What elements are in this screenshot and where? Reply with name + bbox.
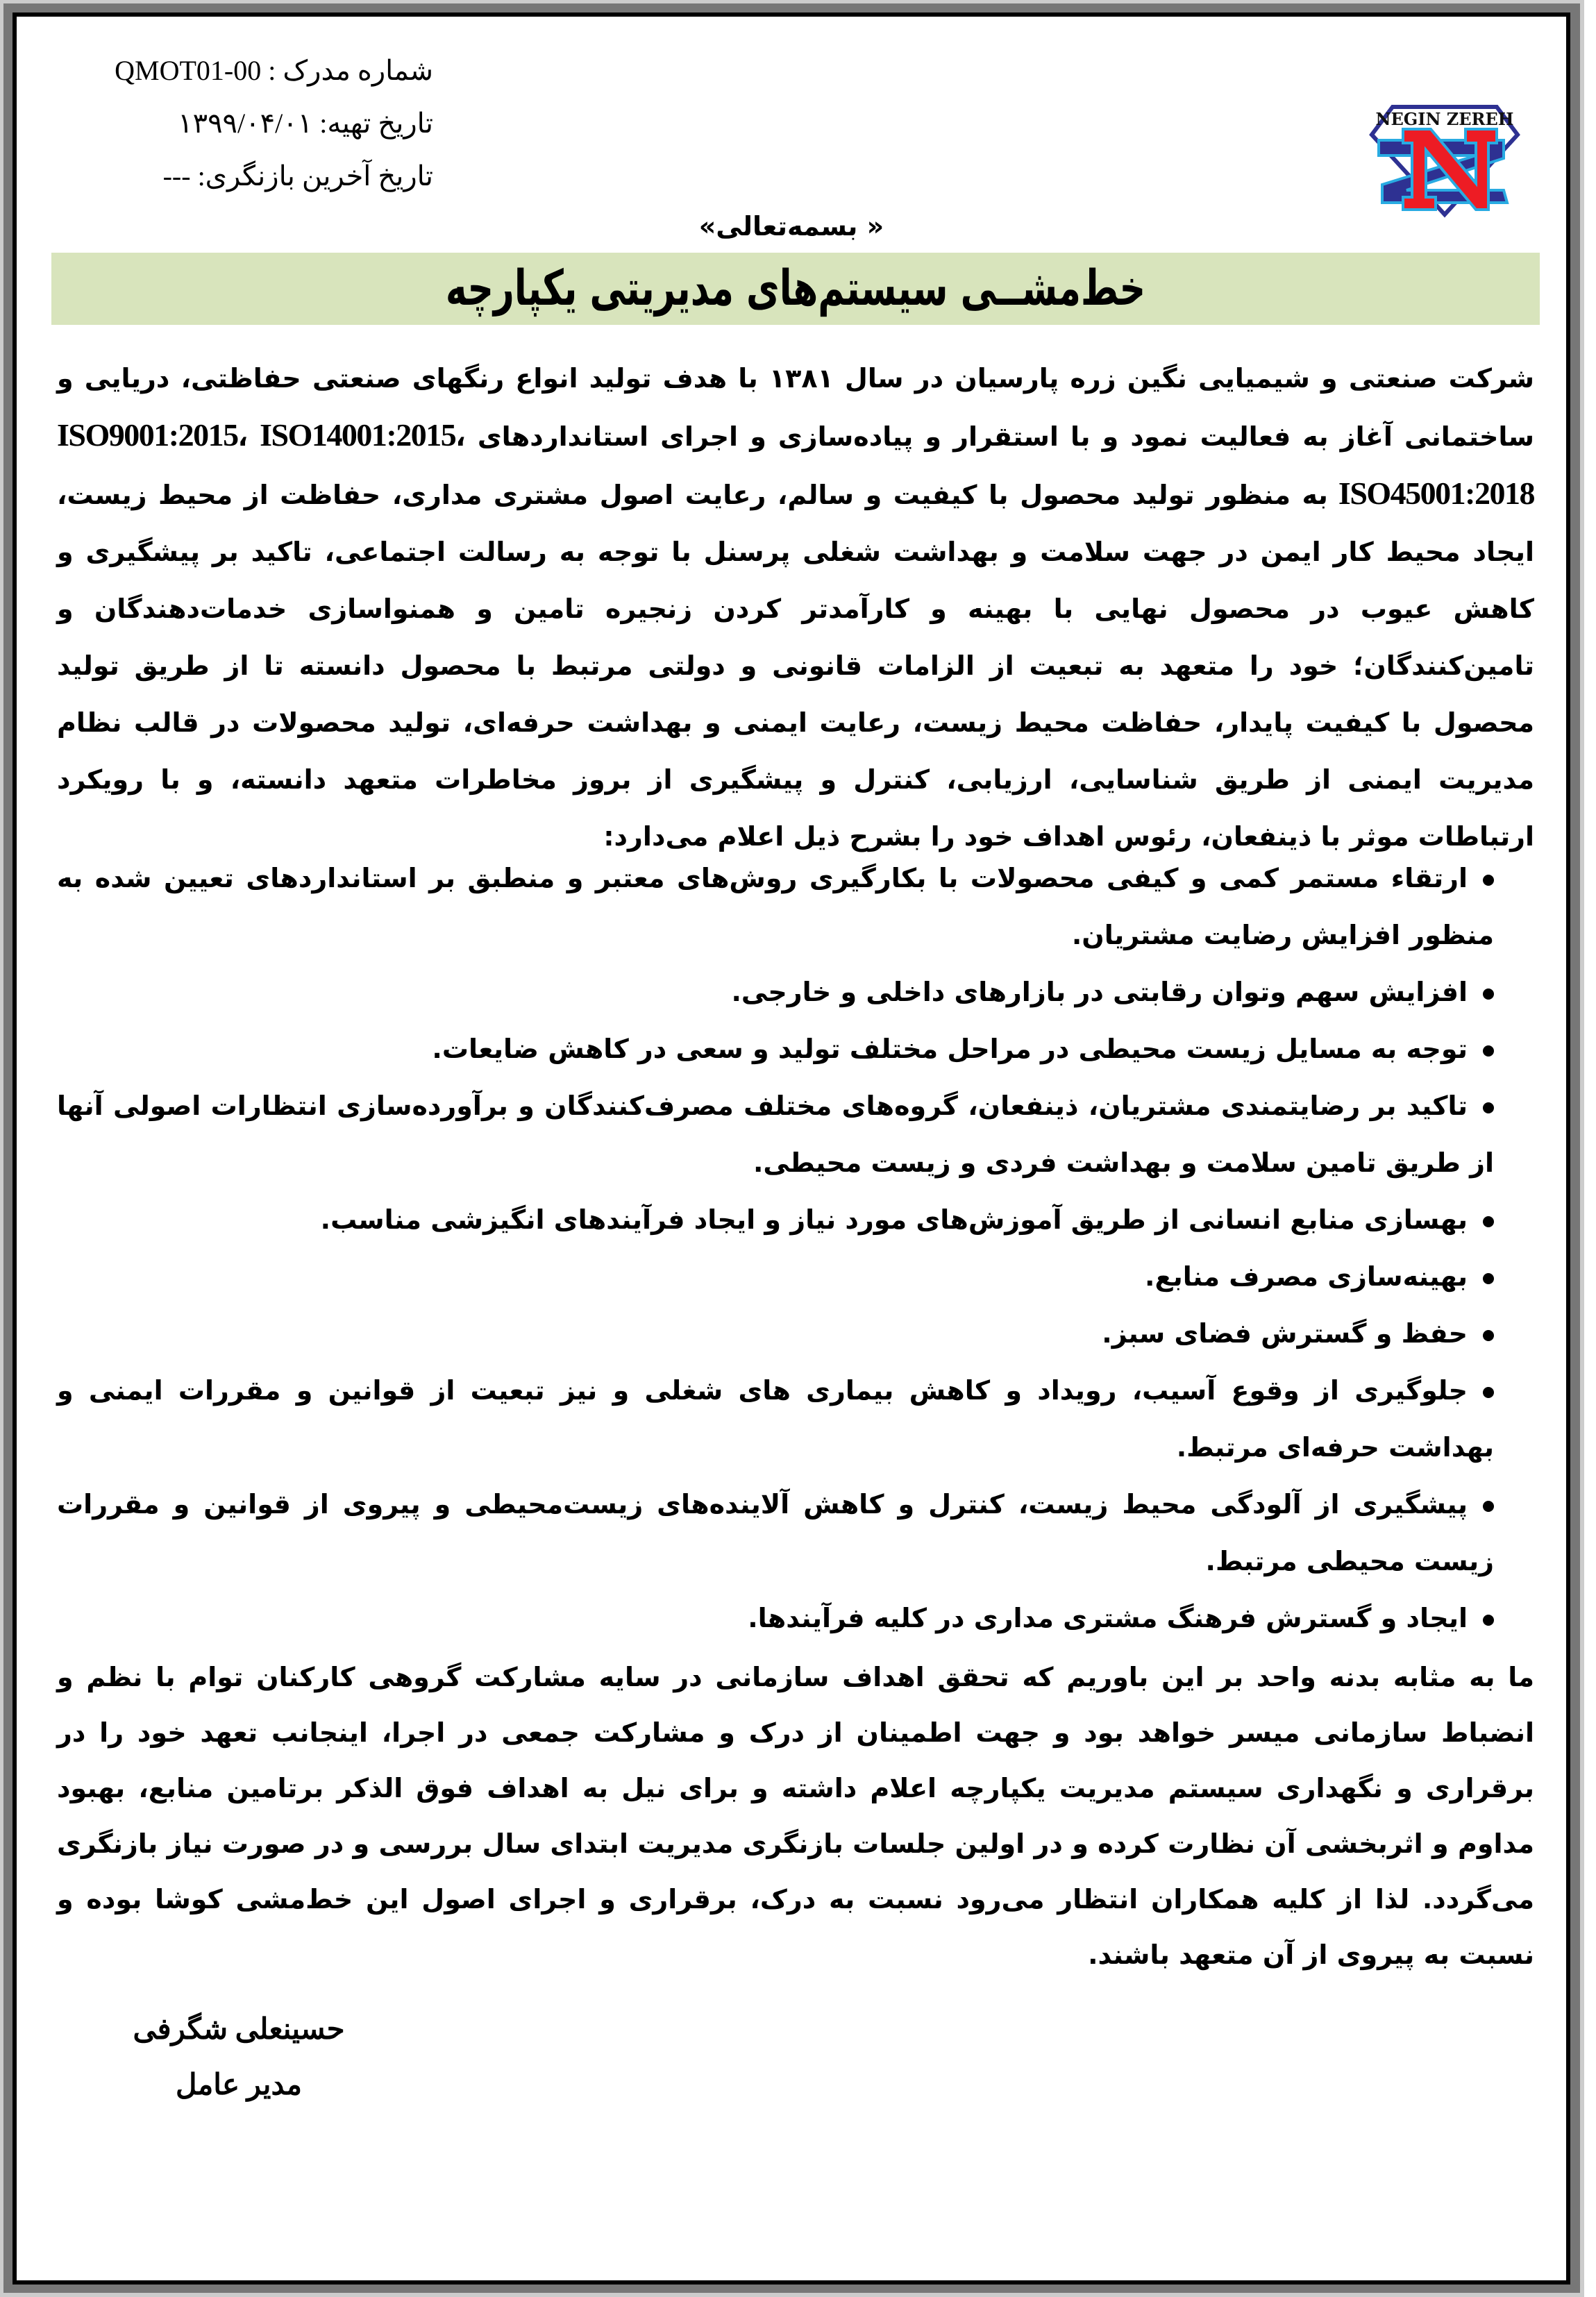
goal-item	[57, 1248, 1494, 1305]
goal-item	[57, 1362, 1494, 1476]
bullet-icon	[1483, 1273, 1494, 1284]
goals-list	[57, 850, 1494, 1647]
company-logo	[1365, 86, 1524, 218]
bismillah-heading: « بسمه‌تعالی»	[698, 211, 884, 242]
negin-zereh-logo-icon	[1365, 86, 1524, 218]
prep-date-row	[44, 97, 433, 150]
closing-text: ما به مثابه بدنه واحد بر این باوریم که تحقق اهداف سازمانی در سایه مشارکت گروهی کارکنان توام با نظم و انضباط سازمانی میسر خواهد بود و جهت اطمینان از درک و مشارکت جمعی در اجرا، اینجانب تعهد خود را در برقراری و نگهداری سیستم مدیریت یکپارچه اعلام داشته و برای نیل به اهداف فوق الذکر برتامین منابع، بهبود مداوم و اثربخشی آن نظارت کرده و در اولین جلسات بازنگری مدیریت ابتدای سال بررسی و در صورت نیاز بازنگری می‌گردد. لذا از کلیه همکاران انتظار می‌رود نسبت به درک، برقراری و اجرای اصول این خط‌مشی کوشا بوده و نسبت به پیروی از آن متعهد باشند.	[57, 1662, 1534, 1970]
goal-text: ایجاد و گسترش فرهنگ مشتری مداری در کلیه فرآیندها.	[748, 1603, 1468, 1633]
bullet-icon	[1483, 1387, 1494, 1398]
goal-item	[57, 850, 1494, 964]
goal-text: بهینه‌سازی مصرف منابع.	[1145, 1261, 1468, 1292]
prep-date-value: ۱۳۹۹/۰۴/۰۱	[178, 108, 313, 139]
revision-date-row	[44, 150, 433, 203]
closing-paragraph	[57, 1649, 1534, 1983]
bullet-icon	[1483, 1330, 1494, 1341]
signatory-name: حسینعلی شگرفی	[133, 2014, 345, 2046]
goal-item	[57, 1020, 1494, 1077]
standard-iso9001: ISO9001:2015	[57, 417, 238, 453]
revision-date-value: ---	[162, 160, 191, 192]
page-title: خط‌مشــی سیستم‌های مدیریتی یکپارچه	[445, 260, 1146, 317]
bullet-icon	[1483, 1102, 1494, 1113]
prep-date-label: تاریخ تهیه:	[319, 108, 433, 139]
bullet-icon	[1483, 1501, 1494, 1512]
goal-text: بهسازی منابع انسانی از طریق آموزش‌های مورد نیاز و ایجاد فرآیندهای انگیزشی مناسب.	[320, 1204, 1468, 1235]
goal-text: پیشگیری از آلودگی محیط زیست، کنترل و کاهش آلاینده‌های زیست‌محیطی و پیروی از قوانین و مقررات زیست محیطی مرتبط.	[57, 1489, 1494, 1576]
bullet-icon	[1483, 875, 1494, 886]
intro-separator-1: ،	[237, 421, 249, 452]
title-banner	[51, 253, 1540, 325]
bullet-icon	[1483, 988, 1494, 1000]
standard-iso45001: ISO45001:2018	[1338, 476, 1535, 511]
goal-text: تاکید بر رضایتمندی مشتریان، ذینفعان، گروه‌های مختلف مصرف‌کنندگان و برآورده‌سازی انتظارات اصولی آنها از طریق تامین سلامت و بهداشت فردی و زیست محیطی.	[57, 1091, 1494, 1178]
document-meta	[44, 44, 433, 203]
goal-item	[57, 1476, 1494, 1590]
signature-block	[114, 2002, 364, 2113]
document-page	[12, 12, 1570, 2285]
intro-text-part1: شرکت صنعتی و شیمیایی نگین زره پارسیان در سال ۱۳۸۱ با هدف تولید انواع رنگهای صنعتی حفاظتی، دریایی و ساختمانی آغاز به فعالیت نمود و با استقرار و پیاده‌سازی و اجرای استانداردهای	[57, 363, 1534, 452]
goal-text: افزایش سهم وتوان رقابتی در بازارهای داخلی و خارجی.	[731, 977, 1468, 1007]
standard-iso14001: ISO14001:2015	[260, 417, 456, 453]
logo-text: NEGIN ZEREH	[1375, 109, 1514, 129]
goal-text: جلوگیری از وقوع آسیب، رویداد و کاهش بیماری های شغلی و نیز تبعیت از قوانین و مقررات ایمنی و بهداشت حرفه‌ای مرتبط.	[57, 1375, 1494, 1463]
revision-date-label: تاریخ آخرین بازنگری:	[197, 160, 433, 192]
goal-text: ارتقاء مستمر کمی و کیفی محصولات با بکارگیری روش‌های معتبر و منطبق بر استانداردهای تعیین شده به منظور افزایش رضایت مشتریان.	[57, 863, 1494, 950]
goal-item	[57, 1590, 1494, 1647]
signatory-role: مدیر عامل	[175, 2069, 303, 2101]
goal-text: توجه به مسایل زیست محیطی در مراحل مختلف تولید و سعی در کاهش ضایعات.	[432, 1034, 1468, 1064]
doc-number-label: شماره مدرک :	[268, 55, 433, 86]
goal-text: حفظ و گسترش فضای سبز.	[1102, 1318, 1468, 1349]
goal-item	[57, 1305, 1494, 1362]
intro-text-part2: به منظور تولید محصول با کیفیت و سالم، رعایت اصول مشتری مداری، حفاظت از محیط زیست، ایجاد محیط کار ایمن در جهت سلامت و بهداشت شغلی پرسنل با توجه به رسالت اجتماعی، تاکید بر پیشگیری و کاهش عیوب در محصول نهایی با بهینه و کارآمدتر کردن زنجیره تامین و همنواسازی خدمات‌دهندگان و تامین‌کنندگان؛ خود را متعهد به تبعیت از الزامات قانونی و دولتی مرتبط با محصول دانسته تا از طریق تولید محصول با کیفیت پایدار، حفاظت محیط زیست، رعایت ایمنی و بهداشت حرفه‌ای، تولید محصولات در قالب نظام مدیریت ایمنی از طریق شناسایی، ارزیابی، کنترل و پیشگیری از بروز مخاطرات متعهد دانسته، و با رویکرد ارتباطات موثر با ذینفعان، رئوس اهداف خود را بشرح ذیل اعلام می‌دارد:	[57, 480, 1534, 852]
goal-item	[57, 964, 1494, 1020]
intro-separator-2: ،	[455, 421, 466, 452]
bullet-icon	[1483, 1615, 1494, 1626]
doc-number-value: QMOT01-00	[115, 55, 262, 86]
intro-paragraph	[57, 350, 1534, 865]
goal-item	[57, 1077, 1494, 1191]
bullet-icon	[1483, 1045, 1494, 1057]
goal-item	[57, 1191, 1494, 1248]
doc-number-row	[44, 44, 433, 97]
bullet-icon	[1483, 1216, 1494, 1227]
